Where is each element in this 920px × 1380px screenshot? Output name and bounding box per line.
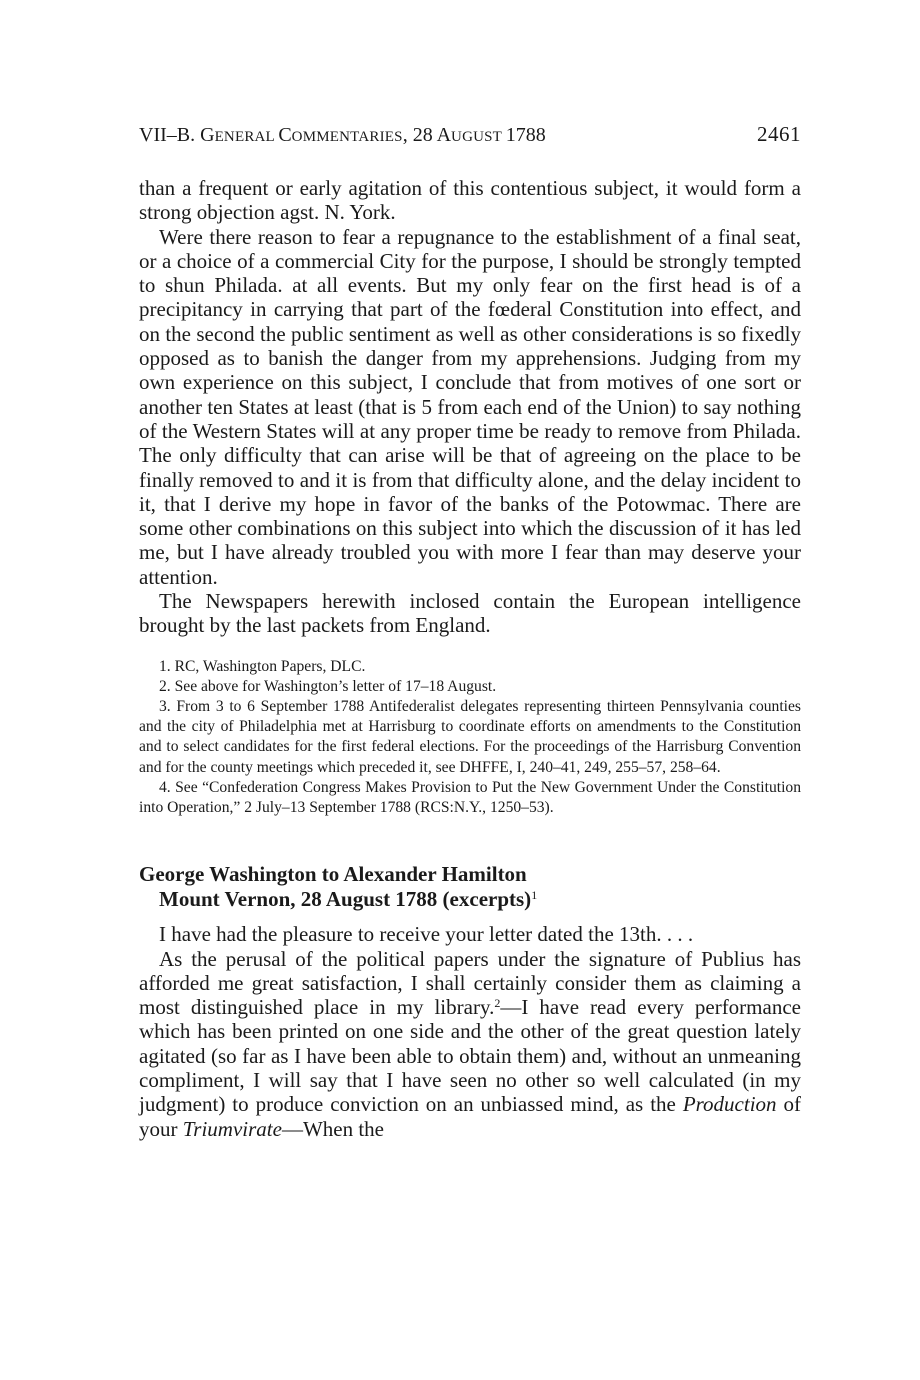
paragraph-continued: than a frequent or early agitation of this contentious subject, it would form a strong objection agst. N. York. — [139, 176, 801, 225]
document-heading-place-date — [139, 887, 801, 912]
footnote: 4. See “Confederation Congress Makes Provision to Put the New Government Under the Constitution into Operation,” 2 July–13 September 1788 (RCS:N.Y., 1250–53). — [139, 778, 801, 817]
running-head-part: ENERAL — [214, 129, 279, 145]
paragraph: The Newspapers herewith inclosed contain the European intelligence brought by the last packets from England. — [139, 589, 801, 638]
heading-note-ref: 1 — [531, 887, 538, 902]
running-head-part: G — [200, 124, 215, 146]
running-head-part: A — [436, 124, 452, 146]
paragraph-text: of your — [139, 1092, 802, 1141]
page-number: 2461 — [757, 122, 801, 146]
footnote: 1. RC, Washington Papers, DLC. — [159, 657, 366, 675]
running-head-part: 1788 — [505, 124, 546, 146]
running-head — [139, 120, 801, 151]
note-ref: 2 — [494, 996, 501, 1011]
footnote: 2. See above for Washington’s letter of 17–18 August. — [159, 677, 497, 695]
footnotes — [139, 657, 801, 819]
document-heading-title: George Washington to Alexander Hamilton — [139, 862, 527, 887]
footnote: 3. From 3 to 6 September 1788 Antifederalist delegates representing thirteen Pennsylvania counties and the city of Philadelphia met at Harrisburg to coordinate efforts on amendments to the Constitution and to select candidates for the first federal elections. For the proceedings of the Harrisburg Convention and for the county meetings which preceded it, see DHFFE, I, 240–41, 249, 255–57, 258–64. — [139, 698, 801, 776]
italic-word: Production — [682, 1092, 777, 1117]
paragraph: Were there reason to fear a repugnance to the establishment of a final seat, or a choice of a commercial City for the purpose, I should be strongly tempted to shun Philada. at all events. But my only fear on the first head is of a precipitancy in carrying that part of the fœderal Constitution into effect, and on the second the public sentiment as well as other considerations is so fixedly opposed as to banish the danger from my apprehensions. Judging from my own experience on this subject, I conclude that from motives of one sort or another ten States at least (that is 5 from each end of the Union) to say nothing of the Western States will at any proper time be ready to remove from Philada. The only difficulty that can arise will be that of agreeing on the place to be finally removed to and it is from that difficulty alone, and the delay incident to it, that I derive my hope in favor of the banks of the Potowmac. There are some other combinations on this subject into which the discussion of it has led me, but I have already troubled you with more I fear than may deserve your attention. — [139, 224, 801, 589]
running-head-prefix: VII–B. — [139, 124, 201, 146]
paragraph-text: As the perusal of the political papers under the signature of Publius has afforded me great satisfaction, I shall certainly consider them as claiming a most distinguished place in my library. — [139, 946, 801, 1020]
running-head-part: UGUST — [451, 129, 506, 145]
running-head-words — [200, 124, 546, 146]
paragraph-text: —When the — [281, 1116, 384, 1141]
running-head-part: C — [278, 124, 292, 146]
paragraph — [139, 947, 801, 1141]
document-page — [139, 120, 801, 1141]
running-head-part: OMMENTARIES — [291, 129, 403, 145]
paragraph-text: —I have read every performance which has been printed on one side and the other of the great question lately agitated (so far as I have been able to obtain them) and, without an unmeaning compliment, I will say that I have seen no other so well calculated (in my judgment) to produce conviction on an unbiassed mind, as the — [139, 995, 801, 1117]
italic-word: Triumvirate — [182, 1116, 282, 1141]
letter-continuation — [139, 176, 801, 638]
letter-body — [139, 922, 801, 1141]
heading-place-date-text: Mount Vernon, 28 August 1788 (excerpts) — [159, 886, 532, 911]
document-heading — [139, 862, 801, 911]
paragraph: I have had the pleasure to receive your letter dated the 13th. . . . — [159, 922, 694, 947]
running-head-title — [139, 121, 546, 151]
running-head-part: , 28 — [402, 124, 437, 146]
